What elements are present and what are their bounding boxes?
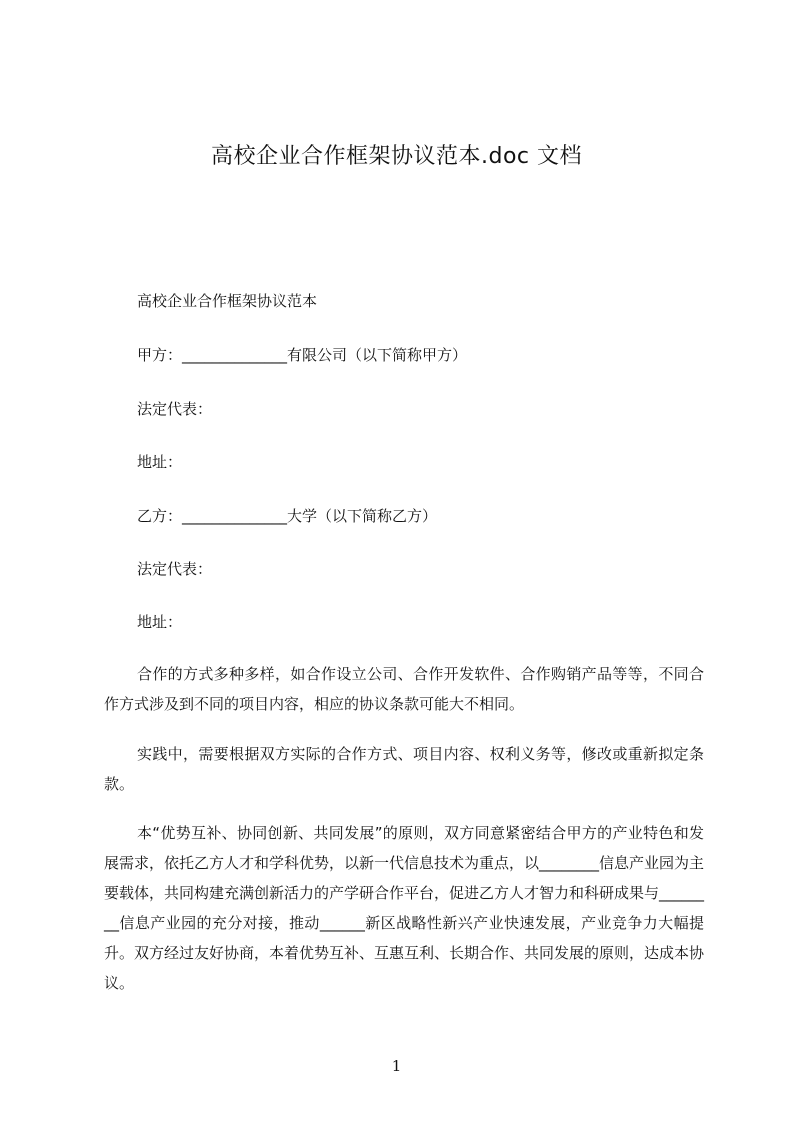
party-b-line: 乙方：______________大学（以下简称乙方） <box>137 507 438 525</box>
paragraph-practice: 实践中，需要根据双方实际的合作方式、项目内容、权利义务等，修改或重新拟定条款。 <box>104 745 704 793</box>
party-b-legal-rep: 法定代表： <box>137 560 213 578</box>
party-a-legal-rep: 法定代表： <box>137 400 213 418</box>
paragraph-principles: 本“优势互补、协同创新、共同发展”的原则，双方同意紧密结合甲方的产业特色和发展需求，依托乙方人才和学科优势，以新一代信息技术为重点，以________信息产业园为主要载体，共同构建充满创新活力的产学研合作平台，促进乙方人才智力和科研成果与________信息产业园的充分对接，推动______新区战略性新兴产业快速发展，产业竞争力大幅提升。双方经过友好协商，本着优势互补、互惠互利、长期合作、共同发展的原则，达成本协议。 <box>104 824 705 992</box>
page-number: 1 <box>391 1057 402 1075</box>
document-title: 高校企业合作框架协议范本.doc 文档 <box>210 144 582 169</box>
party-a-line: 甲方：______________有限公司（以下简称甲方） <box>137 346 468 364</box>
party-b-address: 地址： <box>137 613 183 631</box>
paragraph-cooperation-modes: 合作的方式多种多样，如合作设立公司、合作开发软件、合作购销产品等等，不同合作方式涉及到不同的项目内容，相应的协议条款可能大不相同。 <box>104 665 704 713</box>
party-a-address: 地址： <box>137 453 183 471</box>
agreement-heading: 高校企业合作框架协议范本 <box>137 292 318 310</box>
